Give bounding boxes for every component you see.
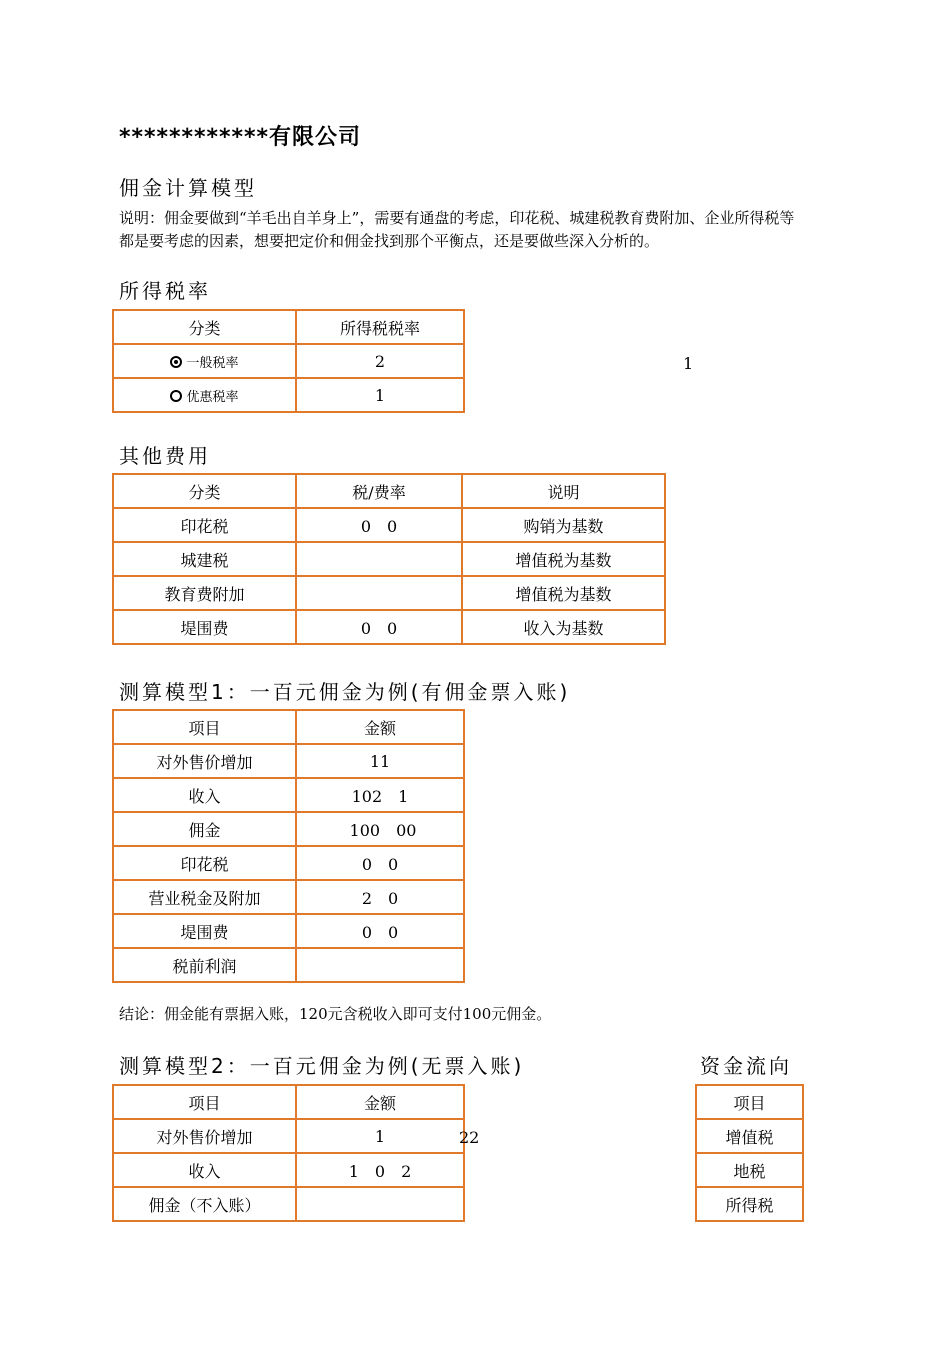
description-line-1: 说明：佣金要做到“羊毛出自羊身上”，需要有通盘的考虑，印花税、城建税教育费附加、企业所得税等 bbox=[119, 209, 795, 227]
item-amount bbox=[296, 948, 464, 982]
table-row bbox=[113, 778, 464, 812]
item-amount bbox=[296, 1187, 464, 1221]
item-amount: 11 bbox=[296, 744, 464, 778]
fee-rate bbox=[296, 576, 462, 610]
table-row bbox=[696, 1153, 803, 1187]
table-row bbox=[113, 948, 464, 982]
header-item: 项目 bbox=[113, 710, 296, 744]
table-row bbox=[113, 378, 464, 412]
table-row bbox=[113, 610, 665, 644]
other-fees-table bbox=[112, 473, 666, 645]
fee-rate: 0 0 bbox=[296, 508, 462, 542]
table-header-row bbox=[113, 310, 464, 344]
item-amount: 1 0 2 bbox=[296, 1153, 464, 1187]
radio-unselected-icon[interactable] bbox=[170, 390, 182, 402]
item-amount: 1 bbox=[296, 1119, 464, 1153]
fee-note: 增值税为基数 bbox=[462, 576, 665, 610]
cash-flow-title: 资金流向 bbox=[700, 1054, 792, 1078]
header-income-tax-rate: 所得税税率 bbox=[296, 310, 464, 344]
item-label: 收入 bbox=[113, 778, 296, 812]
model1-title: 测算模型1：一百元佣金为例(有佣金票入账) bbox=[119, 680, 571, 704]
fee-category: 堤围费 bbox=[113, 610, 296, 644]
item-label: 对外售价增加 bbox=[113, 1119, 296, 1153]
fee-rate: 0 0 bbox=[296, 610, 462, 644]
fee-rate bbox=[296, 542, 462, 576]
model2-overflow-value: 22 bbox=[459, 1128, 480, 1147]
cash-flow-item: 增值税 bbox=[696, 1119, 803, 1153]
item-label: 收入 bbox=[113, 1153, 296, 1187]
cash-flow-item: 所得税 bbox=[696, 1187, 803, 1221]
cash-flow-table bbox=[695, 1084, 804, 1222]
cash-flow-item: 地税 bbox=[696, 1153, 803, 1187]
table-row bbox=[113, 744, 464, 778]
preferential-rate-label: 优惠税率 bbox=[186, 389, 239, 405]
header-note: 说明 bbox=[462, 474, 665, 508]
fee-category: 印花税 bbox=[113, 508, 296, 542]
item-amount: 2 0 bbox=[296, 880, 464, 914]
table-row bbox=[113, 1187, 464, 1221]
description-line-2: 都是要考虑的因素，想要把定价和佣金找到那个平衡点，还是要做些深入分析的。 bbox=[119, 232, 660, 250]
table-row bbox=[113, 576, 665, 610]
table-row bbox=[113, 1119, 464, 1153]
side-value: 1 bbox=[683, 354, 694, 373]
cash-flow-item: 项目 bbox=[696, 1085, 803, 1119]
table-row bbox=[113, 846, 464, 880]
table-row bbox=[113, 880, 464, 914]
header-amount: 金额 bbox=[296, 710, 464, 744]
item-label: 堤围费 bbox=[113, 914, 296, 948]
item-amount: 0 0 bbox=[296, 846, 464, 880]
header-amount: 金额 bbox=[296, 1085, 464, 1119]
company-name: ************有限公司 bbox=[119, 125, 362, 150]
general-rate-value: 2 bbox=[296, 344, 464, 378]
item-label: 对外售价增加 bbox=[113, 744, 296, 778]
item-amount: 100 00 bbox=[296, 812, 464, 846]
table-row bbox=[113, 1153, 464, 1187]
other-fees-title: 其他费用 bbox=[119, 444, 211, 468]
fee-note: 购销为基数 bbox=[462, 508, 665, 542]
item-label: 佣金（不入账） bbox=[113, 1187, 296, 1221]
model1-table bbox=[112, 709, 465, 983]
header-category: 分类 bbox=[113, 474, 296, 508]
table-row bbox=[113, 344, 464, 378]
table-header-row bbox=[113, 710, 464, 744]
fee-note: 收入为基数 bbox=[462, 610, 665, 644]
radio-selected-icon[interactable] bbox=[170, 356, 182, 368]
model2-title: 测算模型2：一百元佣金为例(无票入账) bbox=[119, 1054, 525, 1078]
general-rate-option[interactable] bbox=[113, 344, 296, 378]
header-item: 项目 bbox=[113, 1085, 296, 1119]
income-tax-title: 所得税率 bbox=[119, 279, 211, 303]
income-tax-table bbox=[112, 309, 465, 413]
item-amount: 0 0 bbox=[296, 914, 464, 948]
table-row bbox=[113, 508, 665, 542]
table-row bbox=[696, 1119, 803, 1153]
model1-conclusion: 结论：佣金能有票据入账，120元含税收入即可支付100元佣金。 bbox=[119, 1005, 552, 1023]
table-row bbox=[113, 812, 464, 846]
model2-table bbox=[112, 1084, 465, 1222]
fee-category: 城建税 bbox=[113, 542, 296, 576]
table-header-row bbox=[113, 474, 665, 508]
preferential-rate-value: 1 bbox=[296, 378, 464, 412]
header-category: 分类 bbox=[113, 310, 296, 344]
fee-note: 增值税为基数 bbox=[462, 542, 665, 576]
table-row bbox=[113, 914, 464, 948]
header-rate: 税/费率 bbox=[296, 474, 462, 508]
item-label: 印花税 bbox=[113, 846, 296, 880]
fee-category: 教育费附加 bbox=[113, 576, 296, 610]
item-amount: 102 1 bbox=[296, 778, 464, 812]
general-rate-label: 一般税率 bbox=[186, 355, 239, 371]
item-label: 佣金 bbox=[113, 812, 296, 846]
item-label: 营业税金及附加 bbox=[113, 880, 296, 914]
model-title: 佣金计算模型 bbox=[119, 176, 257, 200]
table-row bbox=[696, 1187, 803, 1221]
preferential-rate-option[interactable] bbox=[113, 378, 296, 412]
item-label: 税前利润 bbox=[113, 948, 296, 982]
table-row bbox=[113, 542, 665, 576]
table-header-row bbox=[113, 1085, 464, 1119]
table-row bbox=[696, 1085, 803, 1119]
